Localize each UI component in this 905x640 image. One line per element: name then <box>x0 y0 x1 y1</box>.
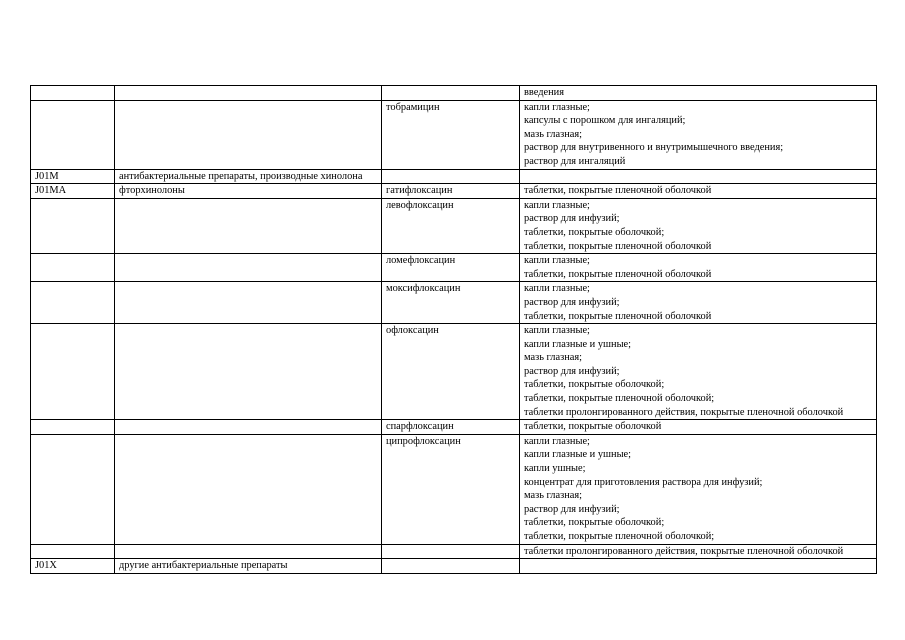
dosage-form-line: капсулы с порошком для ингаляций; <box>524 115 686 127</box>
dosage-forms-cell <box>520 254 877 282</box>
atc-code-cell <box>31 86 115 101</box>
table-row <box>31 169 877 184</box>
dosage-forms-cell <box>520 420 877 435</box>
dosage-form-line: таблетки, покрытые пленочной оболочкой <box>524 240 712 252</box>
table-row <box>31 420 877 435</box>
dosage-forms-cell <box>520 198 877 253</box>
dosage-form-line: капли глазные; <box>524 255 590 267</box>
dosage-form-line: таблетки, покрытые оболочкой; <box>524 226 665 238</box>
drug-table-body <box>31 86 877 574</box>
drug-name-text: офлоксацин <box>386 325 439 337</box>
dosage-forms-cell <box>520 169 877 184</box>
drug-name-cell <box>382 184 520 199</box>
dosage-form-line: таблетки, покрытые пленочной оболочкой; <box>524 531 715 542</box>
atc-code-cell <box>31 198 115 253</box>
group-name-cell <box>115 544 382 559</box>
dosage-form-line: концентрат для приготовления раствора для инфузий; <box>524 476 763 488</box>
table-row <box>31 254 877 282</box>
dosage-forms-cell <box>520 100 877 169</box>
dosage-form-line: таблетки, покрытые пленочной оболочкой <box>524 268 712 280</box>
group-name-cell <box>115 86 382 101</box>
table-row <box>31 100 877 169</box>
dosage-form-line: раствор для инфузий; <box>524 503 620 515</box>
table-row <box>31 324 877 420</box>
drug-name-text: левофлоксацин <box>386 199 454 211</box>
atc-code-cell <box>31 559 115 574</box>
table-row <box>31 559 877 574</box>
drug-name-cell <box>382 282 520 324</box>
group-name-cell <box>115 434 382 544</box>
group-name-cell <box>115 254 382 282</box>
dosage-form-line: введения <box>524 87 565 98</box>
group-name-cell <box>115 324 382 420</box>
dosage-form-line: раствор для инфузий; <box>524 365 620 377</box>
dosage-forms-cell <box>520 324 877 420</box>
drug-name-cell <box>382 86 520 101</box>
dosage-form-line: капли глазные; <box>524 435 590 447</box>
drug-name-cell <box>382 100 520 169</box>
dosage-forms-cell <box>520 282 877 324</box>
atc-code-cell <box>31 324 115 420</box>
group-name-cell <box>115 420 382 435</box>
atc-code-cell <box>31 434 115 544</box>
group-name-cell <box>115 282 382 324</box>
dosage-forms-cell <box>520 434 877 544</box>
dosage-form-line: мазь глазная; <box>524 352 583 364</box>
atc-code-text: J01MA <box>35 185 67 197</box>
dosage-form-line: таблетки, покрытые оболочкой; <box>524 379 665 391</box>
atc-code-cell <box>31 184 115 199</box>
dosage-form-line: раствор для внутривенного и внутримышечного введения; <box>524 142 784 154</box>
drug-name-cell <box>382 254 520 282</box>
dosage-form-line: капли глазные; <box>524 101 590 113</box>
drug-name-text: гатифлоксацин <box>386 185 453 197</box>
dosage-form-line: капли глазные; <box>524 325 590 337</box>
group-name-cell <box>115 198 382 253</box>
dosage-form-line: капли глазные и ушные; <box>524 449 632 461</box>
table-row <box>31 434 877 544</box>
dosage-forms-cell <box>520 559 877 574</box>
drug-name-cell <box>382 324 520 420</box>
dosage-form-line: капли глазные и ушные; <box>524 338 632 350</box>
group-name-cell <box>115 184 382 199</box>
atc-code-cell <box>31 169 115 184</box>
group-name-cell <box>115 100 382 169</box>
drug-name-cell <box>382 559 520 574</box>
dosage-forms-cell <box>520 86 877 101</box>
drug-name-text: ломефлоксацин <box>386 255 456 267</box>
dosage-form-line: капли глазные; <box>524 199 590 211</box>
group-name-text: антибактериальные препараты, производные хинолона <box>119 170 363 182</box>
drug-name-cell <box>382 434 520 544</box>
drug-name-text: моксифлоксацин <box>386 283 461 295</box>
atc-code-text: J01X <box>35 560 57 572</box>
dosage-form-line: таблетки, покрытые оболочкой; <box>524 517 665 529</box>
dosage-form-line: таблетки пролонгированного действия, покрытые пленочной оболочкой <box>524 406 844 418</box>
group-name-text: фторхинолоны <box>119 185 185 197</box>
atc-code-cell <box>31 544 115 559</box>
table-row <box>31 184 877 199</box>
atc-code-cell <box>31 420 115 435</box>
dosage-form-line: таблетки, покрытые пленочной оболочкой; <box>524 393 715 405</box>
table-row <box>31 282 877 324</box>
dosage-form-line: раствор для инфузий; <box>524 213 620 225</box>
dosage-form-line: капли ушные; <box>524 463 586 475</box>
group-name-cell <box>115 559 382 574</box>
dosage-form-line: мазь глазная; <box>524 490 583 502</box>
drug-name-cell <box>382 544 520 559</box>
dosage-form-line: раствор для инфузий; <box>524 296 620 308</box>
group-name-cell <box>115 169 382 184</box>
table-row <box>31 544 877 559</box>
dosage-forms-cell <box>520 184 877 199</box>
group-name-text: другие антибактериальные препараты <box>119 560 288 572</box>
drug-name-cell <box>382 420 520 435</box>
dosage-form-line: таблетки, покрытые оболочкой <box>524 421 662 433</box>
drug-name-text: спарфлоксацин <box>386 421 454 433</box>
drug-name-cell <box>382 169 520 184</box>
atc-code-text: J01M <box>35 170 59 182</box>
table-row <box>31 86 877 101</box>
dosage-form-line: раствор для ингаляций <box>524 155 626 167</box>
drug-table <box>30 85 877 574</box>
dosage-form-line: таблетки пролонгированного действия, покрытые пленочной оболочкой <box>524 545 844 557</box>
dosage-form-line: капли глазные; <box>524 283 590 295</box>
drug-name-text: тобрамицин <box>386 101 440 113</box>
drug-name-text: ципрофлоксацин <box>386 435 461 447</box>
dosage-form-line: мазь глазная; <box>524 128 583 140</box>
drug-name-cell <box>382 198 520 253</box>
dosage-forms-cell <box>520 544 877 559</box>
atc-code-cell <box>31 254 115 282</box>
table-row <box>31 198 877 253</box>
atc-code-cell <box>31 100 115 169</box>
dosage-form-line: таблетки, покрытые пленочной оболочкой <box>524 310 712 322</box>
dosage-form-line: таблетки, покрытые пленочной оболочкой <box>524 185 712 197</box>
atc-code-cell <box>31 282 115 324</box>
